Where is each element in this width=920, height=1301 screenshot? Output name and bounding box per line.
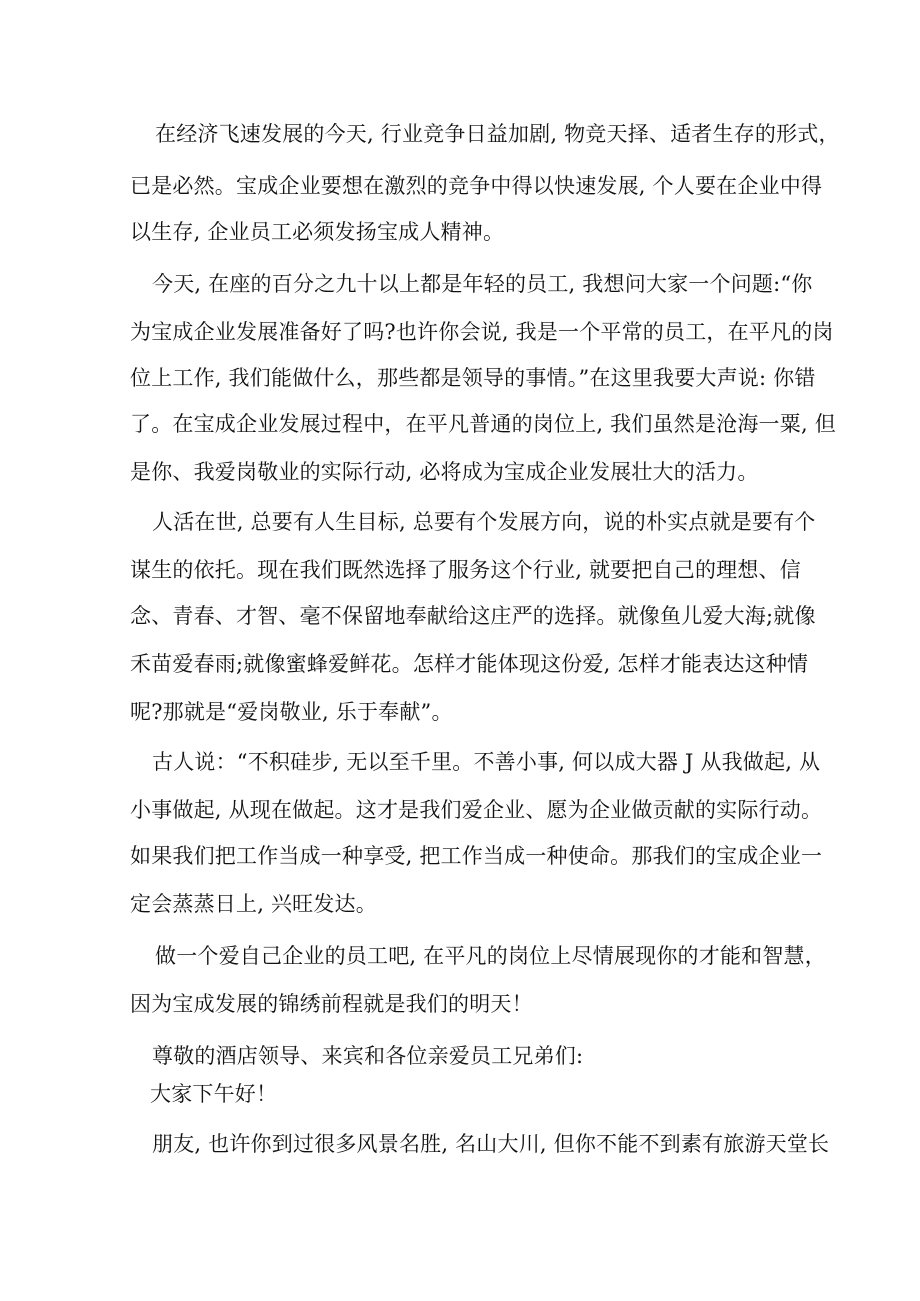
paragraph-2-line-3: 位上工作, 我们能做什么，那些都是领导的事情。”在这里我要大声说: 你错 — [130, 366, 816, 390]
paragraph-1-line-3: 以生存, 企业员工必须发扬宝成人精神。 — [130, 220, 505, 244]
paragraph-4-line-2: 小事做起, 从现在做起。这才是我们爱企业、愿为企业做贡献的实际行动。 — [130, 798, 823, 822]
paragraph-1-line-1: 在经济飞速发展的今天, 行业竞争日益加剧, 物竞天择、适者生存的形式， — [155, 122, 840, 146]
paragraph-4-line-1: 古人说：“不积硅步, 无以至千里。不善小事, 何以成大器 J 从我做起, 从 — [152, 750, 821, 774]
paragraph-3-line-5: 呢?那就是“爱岗敬业, 乐于奉献”。 — [130, 700, 453, 724]
paragraph-4-line-4: 定会蒸蒸日上, 兴旺发达。 — [130, 892, 377, 916]
paragraph-4-line-3: 如果我们把工作当成一种享受, 把工作当成一种使命。那我们的宝成企业一 — [130, 844, 823, 868]
paragraph-3-line-1: 人活在世, 总要有人生目标, 总要有个发展方向，说的朴实点就是要有个 — [152, 510, 816, 534]
paragraph-5-line-2: 因为宝成发展的锦绣前程就是我们的明天！ — [130, 992, 533, 1016]
paragraph-2-line-1: 今天, 在座的百分之九十以上都是年轻的员工, 我想问大家一个问题:“你 — [152, 272, 813, 296]
paragraph-2-line-5: 是你、我爱岗敬业的实际行动, 必将成为宝成企业发展壮大的活力。 — [130, 460, 759, 484]
greeting-hello: 大家下午好！ — [150, 1082, 278, 1106]
paragraph-7-line-1: 朋友, 也许你到过很多风景名胜, 名山大川, 但你不能不到素有旅游天堂长 — [152, 1132, 830, 1156]
paragraph-3-line-2: 谋生的依托。现在我们既然选择了服务这个行业, 就要把自己的理想、信 — [130, 558, 801, 582]
paragraph-2-line-4: 了。在宝成企业发展过程中，在平凡普通的岗位上, 我们虽然是沧海一粟, 但 — [130, 412, 836, 436]
paragraph-3-line-4: 禾苗爱春雨;就像蜜蜂爱鲜花。怎样才能体现这份爱, 怎样才能表达这种情 — [130, 652, 809, 676]
paragraph-2-line-2: 为宝成企业发展准备好了吗?也许你会说, 我是一个平常的员工，在平凡的岗 — [130, 320, 834, 344]
paragraph-1-line-2: 已是必然。宝成企业要想在激烈的竞争中得以快速发展, 个人要在企业中得 — [130, 174, 823, 198]
paragraph-5-line-1: 做一个爱自己企业的员工吧, 在平凡的岗位上尽情展现你的才能和智慧， — [155, 944, 826, 968]
paragraph-3-line-3: 念、青春、才智、毫不保留地奉献给这庄严的选择。就像鱼儿爱大海;就像 — [130, 604, 816, 628]
greeting-line: 尊敬的酒店领导、来宾和各位亲爱员工兄弟们: — [152, 1044, 584, 1068]
